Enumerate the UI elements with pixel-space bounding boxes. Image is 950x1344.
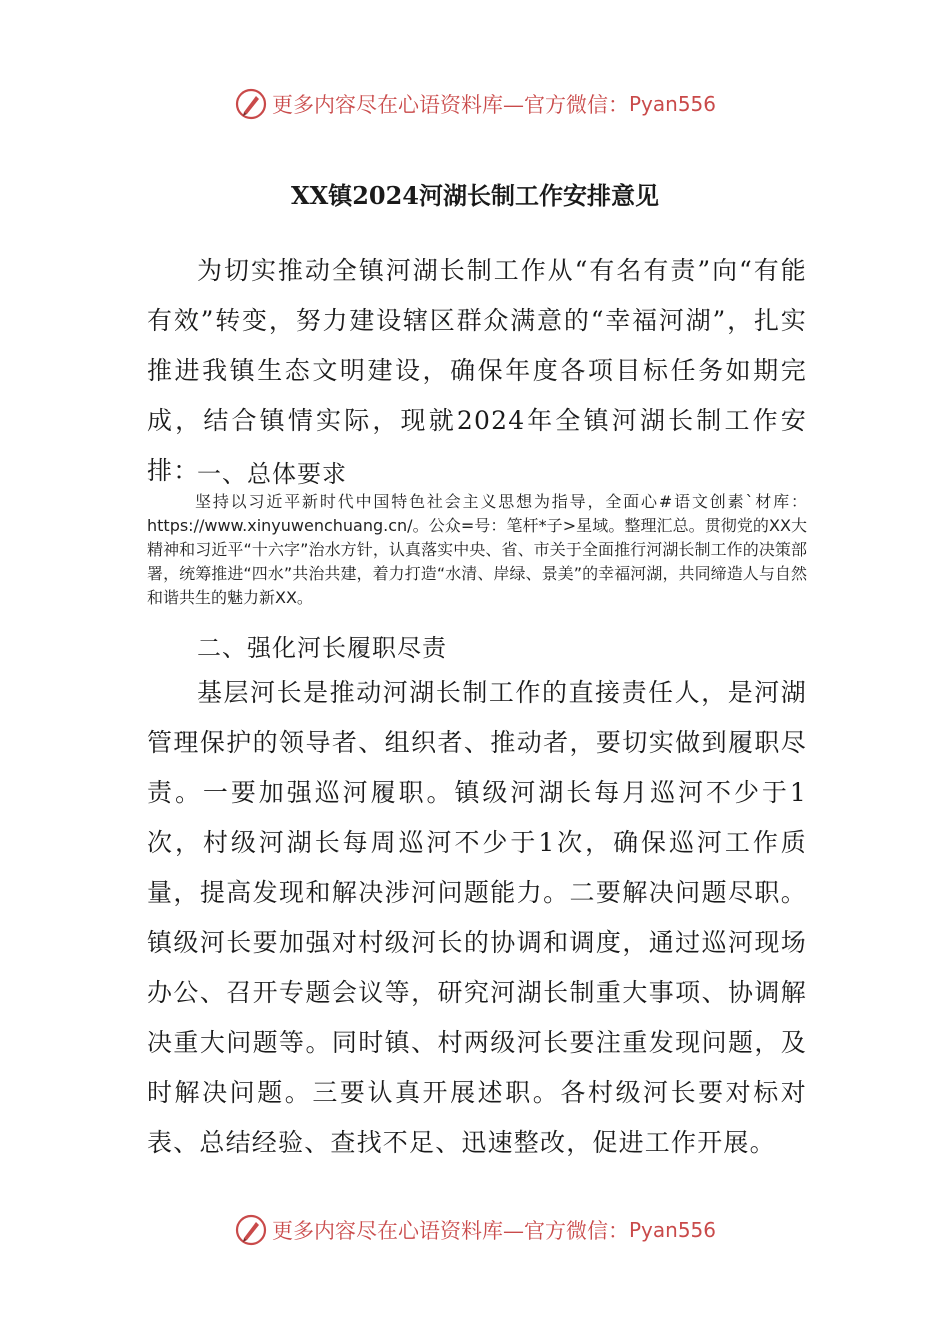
header-banner: [0, 84, 950, 124]
banner-text: 更多内容尽在心语资料库—官方微信：: [271, 1219, 629, 1243]
intro-paragraph: 为切实推动全镇河湖长制工作从“有名有责”向“有能有效”转变，努力建设辖区群众满意的“幸福河湖”，扎实推进我镇生态文明建设，确保年度各项目标任务如期完成，结合镇情实际，现就2024年全镇河湖长制工作安排：: [147, 256, 807, 485]
document-title: XX镇2024河湖长制工作安排意见: [290, 181, 660, 210]
footer-banner: [0, 1210, 950, 1250]
section-1-body: 坚持以习近平新时代中国特色社会主义思想为指导，全面心#语文创素`材库：https://www.xinyuwenchuang.cn/。公众=号：笔杆*子>星域。整理汇总。贯彻党的XX大精神和习近平“十六字”治水方针，认真落实中央、省、市关于全面推行河湖长制工作的决策部署，统筹推进“四水”共治共建，着力打造“水清、岸绿、景美”的幸福河湖，共同缔造人与自然和谐共生的魅力新XX。: [147, 492, 807, 607]
section-2-heading: 二、强化河长履职尽责: [197, 634, 447, 662]
banner-wechat-handle: Pyan556: [628, 1218, 716, 1242]
section-1-heading: 一、总体要求: [197, 460, 347, 488]
banner-wechat-handle: Pyan556: [628, 92, 716, 116]
pen-logo-icon: [234, 1213, 268, 1247]
section-2-body: 基层河长是推动河湖长制工作的直接责任人，是河湖管理保护的领导者、组织者、推动者，要切实做到履职尽责。一要加强巡河履职。镇级河湖长每月巡河不少于1次，村级河湖长每周巡河不少于1次，确保巡河工作质量，提高发现和解决涉河问题能力。二要解决问题尽职。镇级河长要加强对村级河长的协调和调度，通过巡河现场办公、召开专题会议等，研究河湖长制重大事项、协调解决重大问题等。同时镇、村两级河长要注重发现问题，及时解决问题。三要认真开展述职。各村级河长要对标对表、总结经验、查找不足、迅速整改，促进工作开展。: [147, 678, 807, 1157]
pen-logo-icon: [234, 87, 268, 121]
banner-text: 更多内容尽在心语资料库—官方微信：: [271, 93, 629, 117]
